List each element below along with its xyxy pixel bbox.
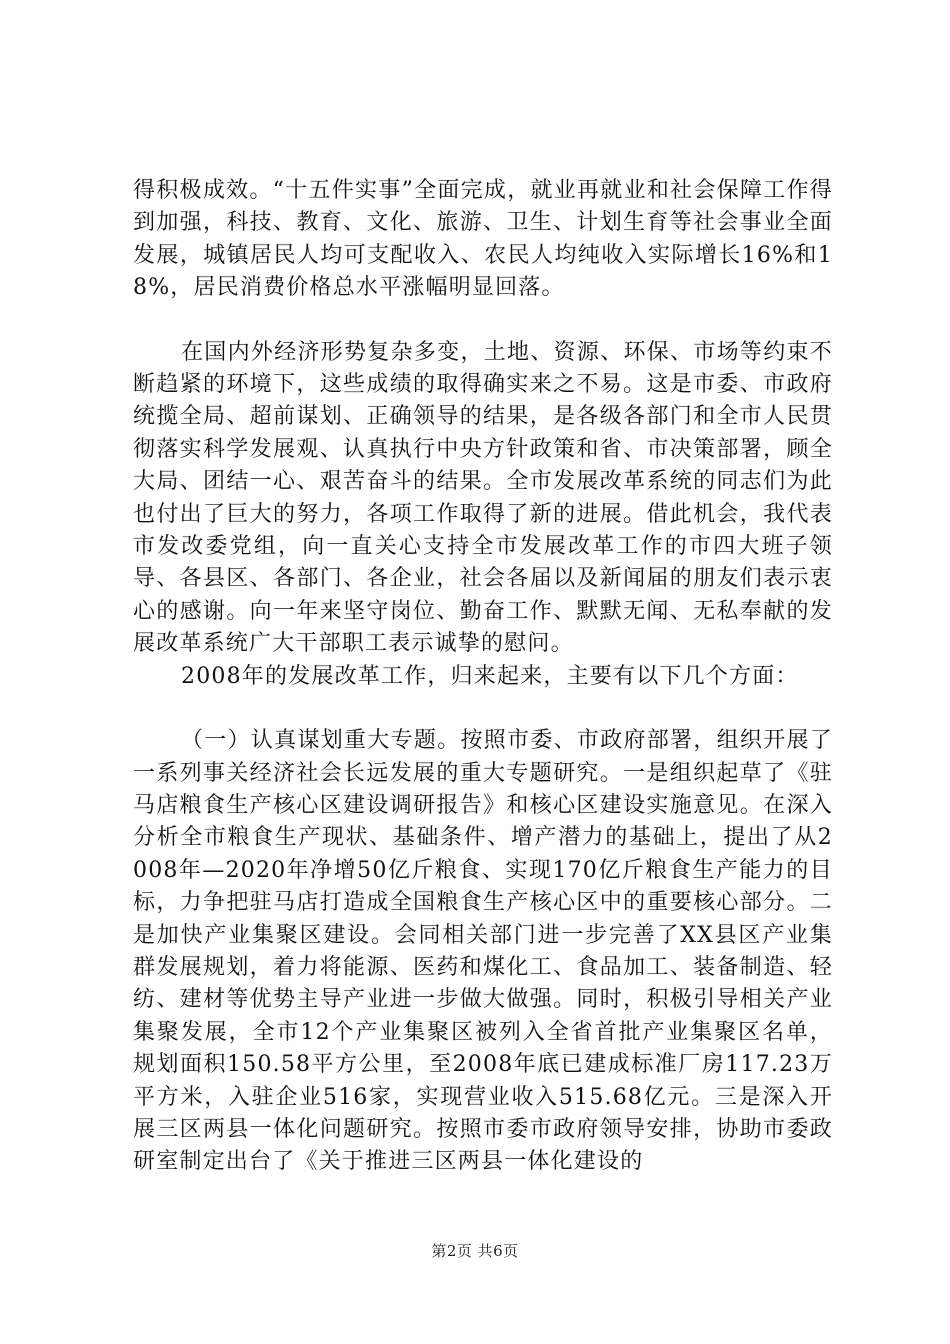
paragraph-summary-intro: 2008年的发展改革工作，归来起来，主要有以下几个方面：: [181, 663, 799, 689]
document-body: [133, 175, 833, 1179]
paragraph-gap: [133, 693, 833, 725]
paragraph-gap: [133, 305, 833, 337]
page-footer: 第2页 共6页: [431, 1242, 519, 1260]
paragraph-acknowledgement: 在国内外经济形势复杂多变，土地、资源、环保、市场等约束不断趋紧的环境下，这些成绩的取得确实来之不易。这是市委、市政府统揽全局、超前谋划、正确领导的结果，是各级各部门和全市人民贯彻落实科学发展观、认真执行中央方针政策和省、市决策部署，顾全大局、团结一心、艰苦奋斗的结果。全市发展改革系统的同志们为此也付出了巨大的努力，各项工作取得了新的进展。借此机会，我代表市发改委党组，向一直关心支持全市发展改革工作的市四大班子领导、各县区、各部门、各企业，社会各届以及新闻届的朋友们表示衷心的感谢。向一年来坚守岗位、勤奋工作、默默无闻、无私奉献的发展改革系统广大干部职工表示诚挚的慰问。: [133, 339, 833, 657]
paragraph-section-one: （一）认真谋划重大专题。按照市委、市政府部署，组织开展了一系列事关经济社会长远发展的重大专题研究。一是组织起草了《驻马店粮食生产核心区建设调研报告》和核心区建设实施意见。在深入分析全市粮食生产现状、基础条件、增产潜力的基础上，提出了从2008年—2020年净增50亿斤粮食、实现170亿斤粮食生产能力的目标，力争把驻马店打造成全国粮食生产核心区中的重要核心部分。二是加快产业集聚区建设。会同相关部门进一步完善了XX县区产业集群发展规划，着力将能源、医药和煤化工、食品加工、装备制造、轻纺、建材等优势主导产业进一步做大做强。同时，积极引导相关产业集聚发展，全市12个产业集聚区被列入全省首批产业集聚区名单，规划面积150.58平方公里，至2008年底已建成标准厂房117.23万平方米，入驻企业516家，实现营业收入515.68亿元。三是深入开展三区两县一体化问题研究。按照市委市政府领导安排，协助市委政研室制定出台了《关于推进三区两县一体化建设的: [133, 728, 833, 1175]
paragraph-continued: 得积极成效。“十五件实事”全面完成，就业再就业和社会保障工作得到加强，科技、教育、文化、旅游、卫生、计划生育等社会事业全面发展，城镇居民人均可支配收入、农民人均纯收入实际增长16%和18%，居民消费价格总水平涨幅明显回落。: [133, 178, 833, 301]
